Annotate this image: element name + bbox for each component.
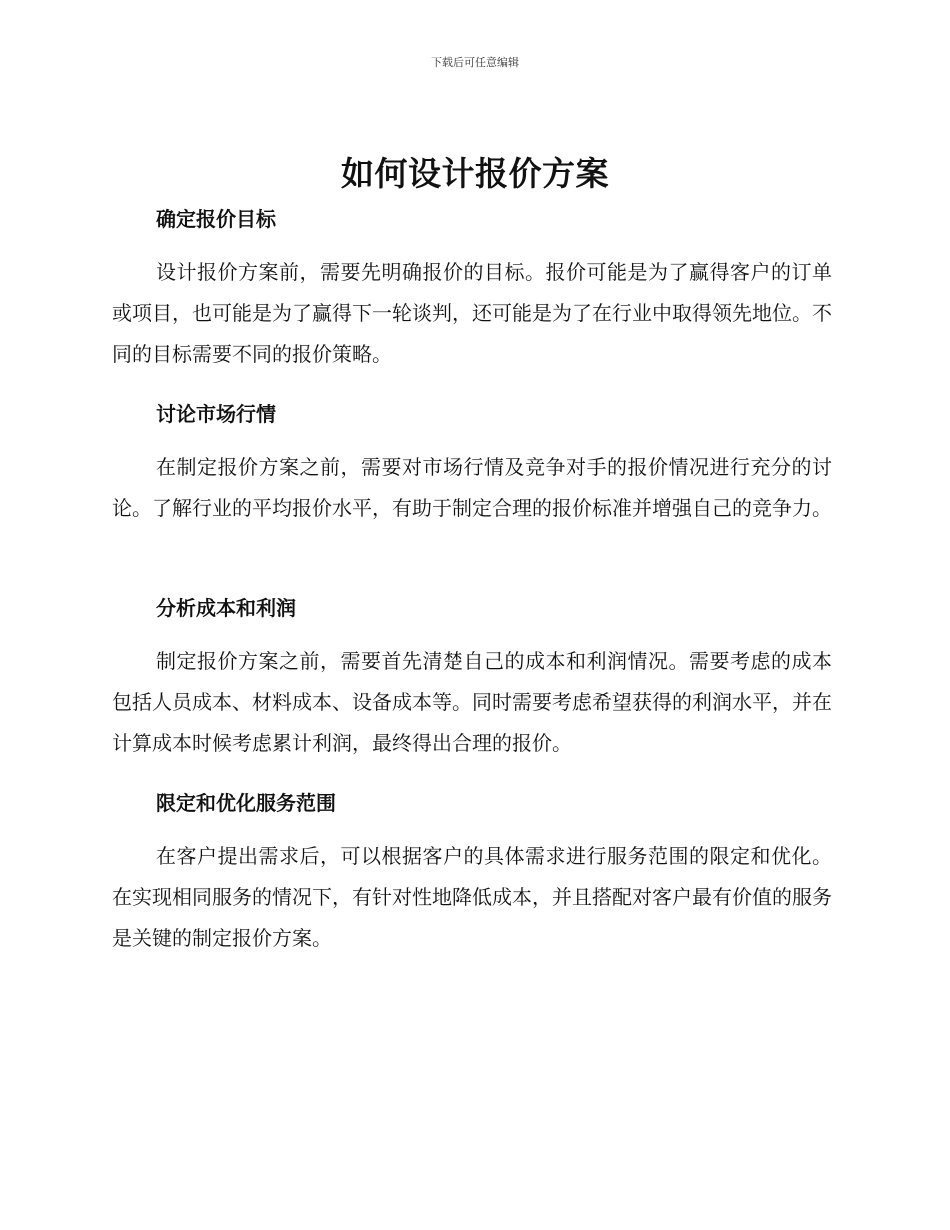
section-heading-market: 讨论市场行情 bbox=[156, 402, 276, 426]
section-heading-scope: 限定和优化服务范围 bbox=[156, 791, 336, 815]
document-title: 如何设计报价方案 bbox=[341, 154, 609, 193]
section-cost bbox=[112, 594, 832, 764]
section-scope bbox=[112, 789, 832, 959]
section-body-scope: 在客户提出需求后，可以根据客户的具体需求进行服务范围的限定和优化。在实现相同服务的情况下，有针对性地降低成本，并且搭配对客户最有价值的服务是关键的制定报价方案。 bbox=[112, 844, 832, 950]
section-body-cost: 制定报价方案之前，需要首先清楚自己的成本和利润情况。需要考虑的成本包括人员成本、材料成本、设备成本等。同时需要考虑希望获得的利润水平，并在计算成本时候考虑累计利润，最终得出合理的报价。 bbox=[112, 649, 832, 755]
section-heading-goal: 确定报价目标 bbox=[156, 207, 276, 231]
section-body-goal: 设计报价方案前，需要先明确报价的目标。报价可能是为了赢得客户的订单或项目，也可能是为了赢得下一轮谈判，还可能是为了在行业中取得领先地位。不同的目标需要不同的报价策略。 bbox=[112, 260, 832, 366]
header-note: 下载后可任意编辑 bbox=[431, 56, 519, 69]
section-goal bbox=[112, 205, 832, 375]
section-body-market: 在制定报价方案之前，需要对市场行情及竞争对手的报价情况进行充分的讨论。了解行业的平均报价水平，有助于制定合理的报价标准并增强自己的竞争力。 bbox=[112, 455, 832, 520]
section-market bbox=[112, 400, 832, 529]
section-heading-cost: 分析成本和利润 bbox=[156, 596, 296, 620]
